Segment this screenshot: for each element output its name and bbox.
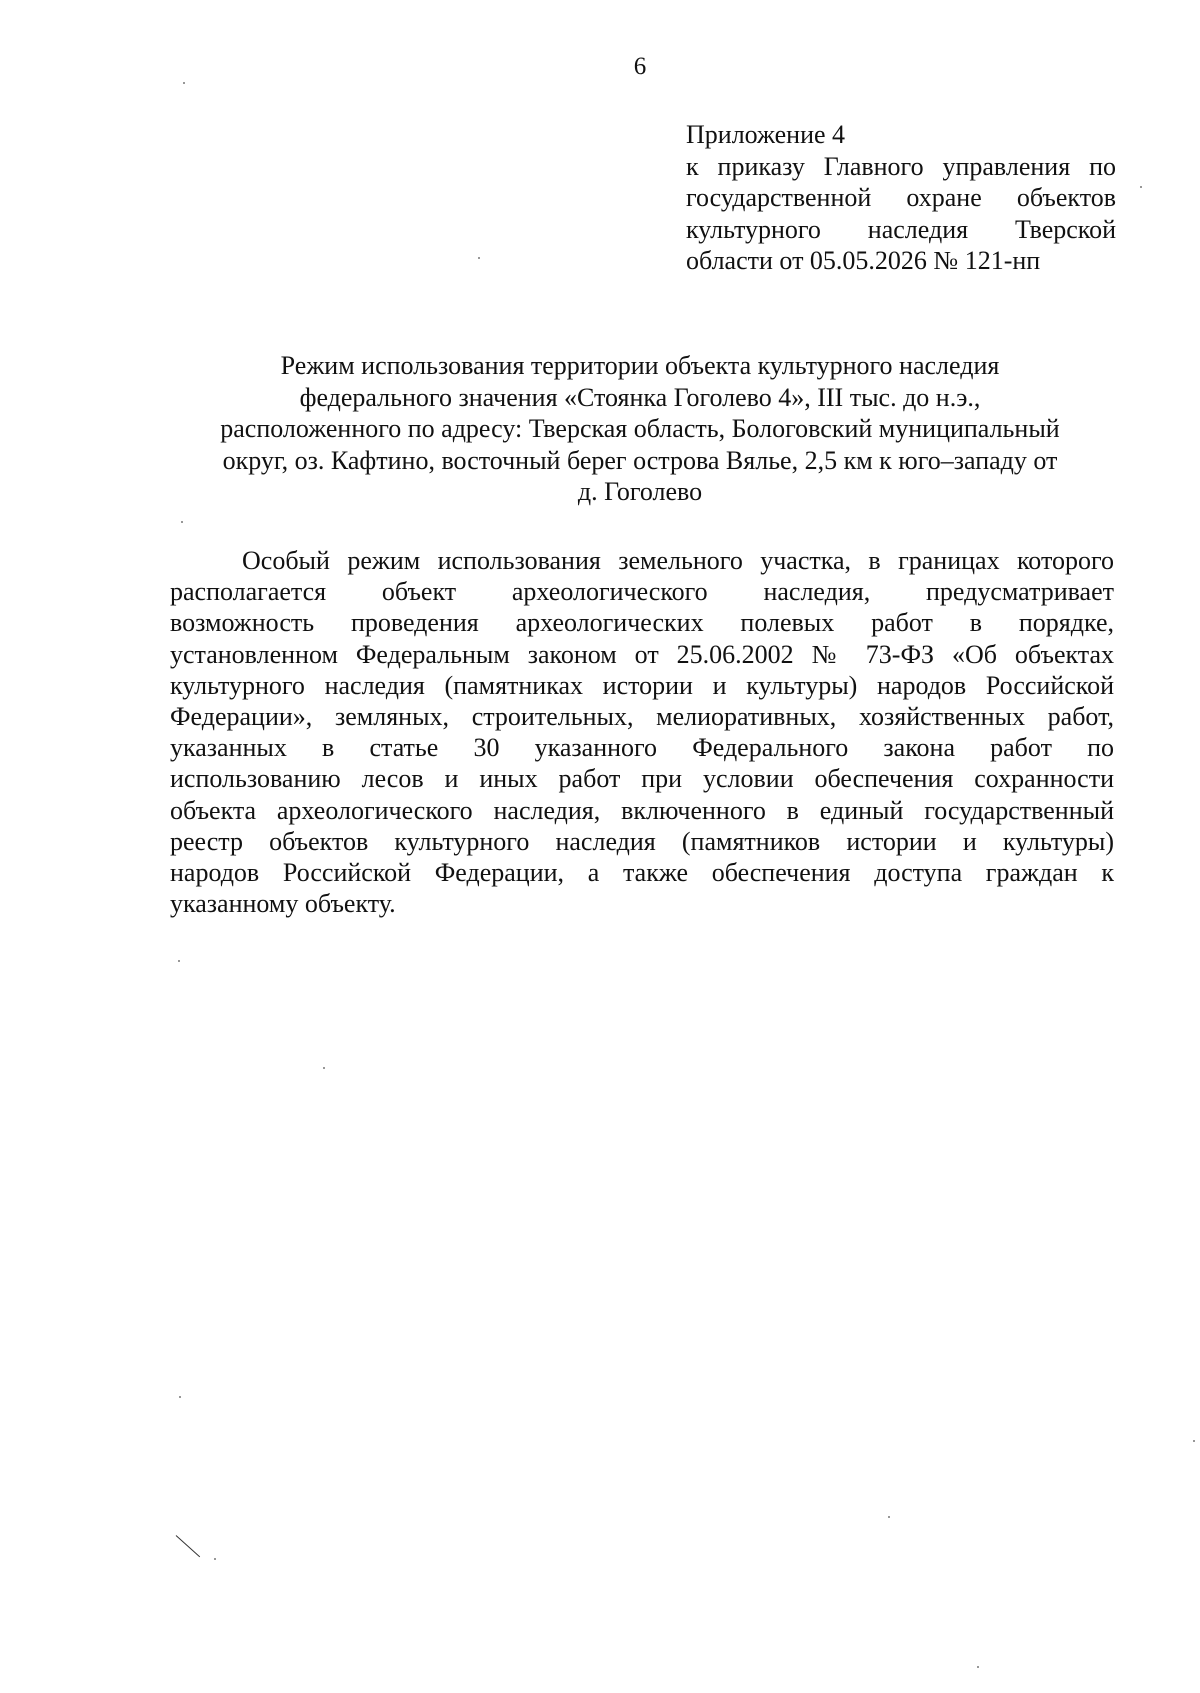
scan-speck xyxy=(181,521,183,523)
document-title-line: федерального значения «Стоянка Гоголево 4», III тыс. до н.э., xyxy=(299,382,981,412)
document-title-line: расположенного по адресу: Тверская область, Бологовский муниципальный xyxy=(220,414,1060,443)
body-line: использованию лесов и иных работ при условии обеспечения сохранности xyxy=(170,764,1114,794)
scan-speck xyxy=(323,1067,325,1069)
body-paragraph xyxy=(170,545,1114,919)
body-line: Особый режим использования земельного участка, в границах которого xyxy=(242,546,1114,575)
scan-speck xyxy=(1140,186,1142,188)
body-line: указанному объекту. xyxy=(170,889,396,919)
appendix-line: государственной охране объектов xyxy=(686,183,1116,212)
scan-scratch xyxy=(176,1535,200,1557)
scan-speck xyxy=(888,1516,890,1518)
document-title-line: д. Гоголево xyxy=(577,477,703,506)
appendix-line: культурного наследия Тверской xyxy=(686,214,1116,244)
body-line: возможность проведения археологических полевых работ в порядке, xyxy=(170,608,1114,638)
body-line: объекта археологического наследия, включенного в единый государственный xyxy=(170,795,1114,825)
body-line: Федерации», земляных, строительных, мелиоративных, хозяйственных работ, xyxy=(170,702,1114,732)
body-line: реестр объектов культурного наследия (памятников истории и культуры) xyxy=(170,826,1114,856)
scan-speck xyxy=(214,1558,216,1560)
scan-speck xyxy=(183,82,185,84)
scan-speck xyxy=(977,1666,979,1668)
scan-speck xyxy=(478,257,480,259)
scan-speck xyxy=(179,1396,181,1398)
page-number: 6 xyxy=(633,53,647,80)
document-title-line: округ, оз. Кафтино, восточный берег острова Вялье, 2,5 км к юго–западу от xyxy=(222,445,1058,475)
body-line: указанных в статье 30 указанного Федерального закона работ по xyxy=(170,733,1114,763)
scan-speck xyxy=(1193,1440,1195,1442)
appendix-title: Приложение 4 xyxy=(686,120,846,149)
body-line: установленном Федеральным законом от 25.06.2002 № 73-ФЗ «Об объектах xyxy=(170,639,1114,669)
body-line: располагается объект археологического наследия, предусматривает xyxy=(170,577,1114,607)
body-line: народов Российской Федерации, а также обеспечения доступа граждан к xyxy=(170,858,1114,888)
appendix-line: области от 05.05.2026 № 121-нп xyxy=(686,246,1041,275)
document-title xyxy=(170,350,1110,508)
scan-speck xyxy=(178,960,180,962)
document-title-line: Режим использования территории объекта культурного наследия xyxy=(280,351,1000,380)
appendix-header xyxy=(686,119,1116,277)
appendix-line: к приказу Главного управления по xyxy=(686,151,1116,181)
body-line: культурного наследия (памятниках истории и культуры) народов Российской xyxy=(170,670,1114,700)
